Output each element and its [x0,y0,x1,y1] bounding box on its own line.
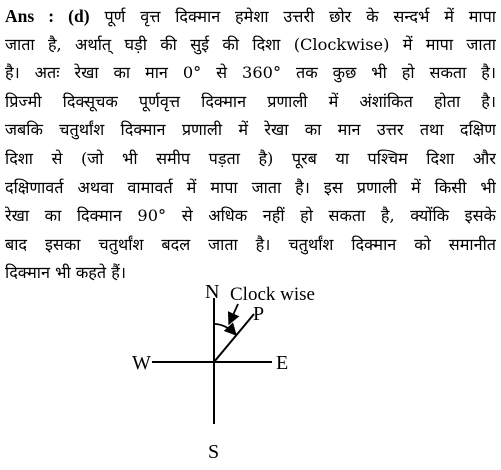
answer-paragraph [5,2,496,288]
east-label: E [276,352,289,374]
answer-text-1: पूर्ण वृत्त दिक्मान हमेशा उत्तरी छोर के सन्दर्भ में मापा [104,7,496,26]
answer-line-2: जाता है, अर्थात् घड़ी की सुई की दिशा (Clockwise) में मापा जाता [5,34,496,54]
answer-line-1 [5,2,496,31]
bearing-diagram-svg [110,278,350,466]
answer-line-7: दक्षिणावर्त अथवा वामावर्त में मापा जाता है। इस प्रणाली में किसी भी [5,177,496,197]
bearing-line [214,314,254,362]
note-pointer [229,304,238,324]
north-label: N [205,281,220,303]
west-label: W [132,352,151,374]
answer-lead: Ans : (d) [5,6,90,26]
answer-line-8: रेखा का दिक्मान 90° से अधिक नहीं हो सकता है, क्योंकि इसके [5,206,496,226]
answer-line-4: प्रिज्मी दिक्सूचक पूर्णवृत्त दिक्मान प्रणाली में अंशांकित होता है। [5,91,496,111]
answer-line-5: जबकि चतुर्थांश दिक्मान प्रणाली में रेखा का मान उत्तर तथा दक्षिण [5,120,496,140]
answer-line-3: है। अतः रेखा का मान 0° से 360° तक कुछ भी हो सकता है। [5,63,496,83]
answer-line-6: दिशा से (जो भी समीप पड़ता है) पूरब या पश्चिम दिशा और [5,148,496,168]
clockwise-note: Clock wise [230,284,315,305]
south-label: S [208,441,220,463]
answer-line-10: दिक्मान भी कहते हैं। [5,263,126,283]
point-label: P [253,303,265,325]
clockwise-arc [214,324,236,335]
answer-line-9: बाद इसका चतुर्थांश बदल जाता है। चतुर्थांश दिक्मान को समानीत [5,234,496,254]
bearing-diagram [110,278,350,466]
